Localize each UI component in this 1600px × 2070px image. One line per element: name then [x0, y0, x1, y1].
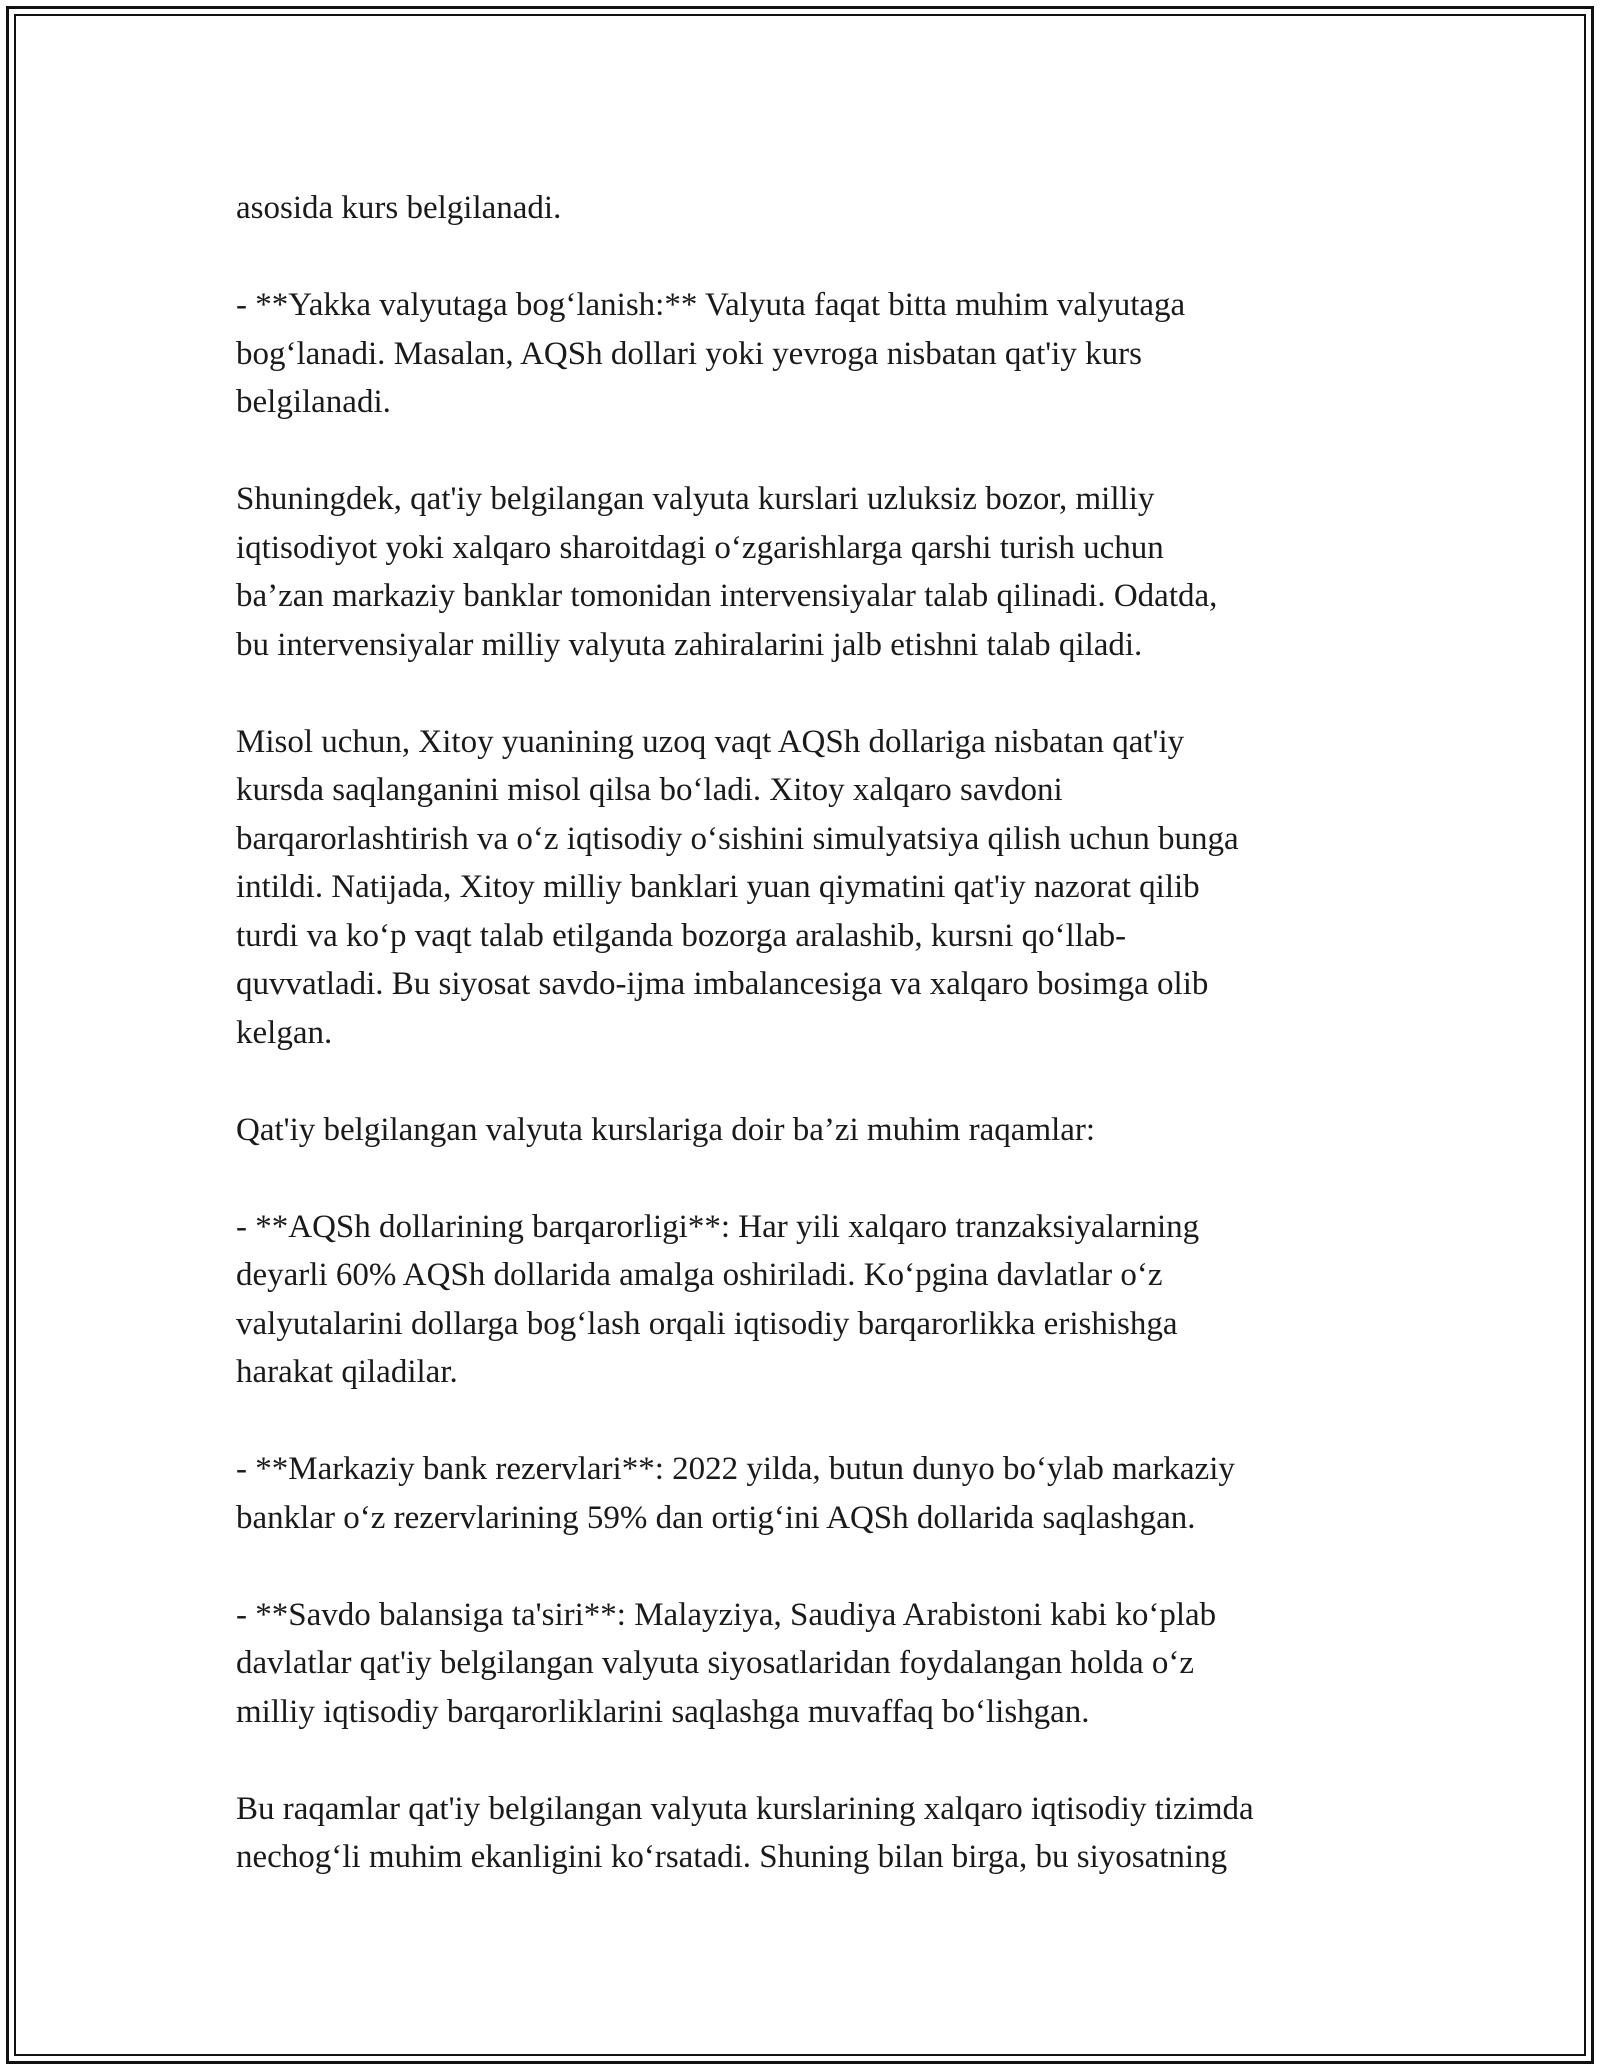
paragraph-conclusion: Bu raqamlar qat'iy belgilangan valyuta kurslarining xalqaro iqtisodiy tizimda nechog‘li muhim ekanligini ko‘rsatadi. Shuning bilan birga, bu siyosatning	[236, 1790, 1254, 1875]
bullet-trade-balance: - **Savdo balansiga ta'siri**: Malayziya, Saudiya Arabistoni kabi ko‘plab davlatlar qat'iy belgilangan valyuta siyosatlaridan foydalangan holda o‘z milliy iqtisodiy barqarorliklarini saqlashga muvaffaq bo‘lishgan.	[236, 1596, 1217, 1730]
paragraph-interventions: Shuningdek, qat'iy belgilangan valyuta kurslari uzluksiz bozor, milliy iqtisodiyot yoki xalqaro sharoitdagi o‘zgarishlarga qarshi turish uchun ba’zan markaziy banklar tomonidan intervensiyalar talab qilinadi. Odatda, bu intervensiyalar milliy valyuta zahiralarini jalb etishni talab qiladi.	[236, 481, 1218, 663]
bullet-usd-stability: - **AQSh dollarining barqarorligi**: Har yili xalqaro tranzaksiyalarning deyarli 60% AQSh dollarida amalga oshiriladi. Ko‘pgina davlatlar o‘z valyutalarini dollarga bog‘lash orqali iqtisodiy barqarorlikka erishishga harakat qiladilar.	[236, 1208, 1200, 1390]
paragraph-china-example: Misol uchun, Xitoy yuanining uzoq vaqt AQSh dollariga nisbatan qat'iy kursda saqlanganini misol qilsa bo‘ladi. Xitoy xalqaro savdoni barqarorlashtirish va o‘z iqtisodiy o‘sishini simulyatsiya qilish uchun bunga intildi. Natijada, Xitoy milliy banklari yuan qiymatini qat'iy nazorat qilib turdi va ko‘p vaqt talab etilganda bozorga aralashib, kursni qo‘llab- quvvatladi. Bu siyosat savdo-ijma imbalancesiga va xalqaro bosimga olib kelgan.	[236, 723, 1239, 1051]
document-body	[236, 184, 1406, 1882]
bullet-single-currency-peg: - **Yakka valyutaga bog‘lanish:** Valyuta faqat bitta muhim valyutaga bog‘lanadi. Masalan, AQSh dollari yoki yevroga nisbatan qat'iy kurs belgilanadi.	[236, 287, 1186, 420]
bullet-central-bank-reserves: - **Markaziy bank rezervlari**: 2022 yilda, butun dunyo bo‘ylab markaziy banklar o‘z rezervlarining 59% dan ortig‘ini AQSh dollarida saqlashgan.	[236, 1451, 1235, 1536]
paragraph-key-figures-intro: Qat'iy belgilangan valyuta kurslariga doir ba’zi muhim raqamlar:	[236, 1111, 1096, 1148]
paragraph-continuation: asosida kurs belgilanadi.	[236, 190, 562, 226]
